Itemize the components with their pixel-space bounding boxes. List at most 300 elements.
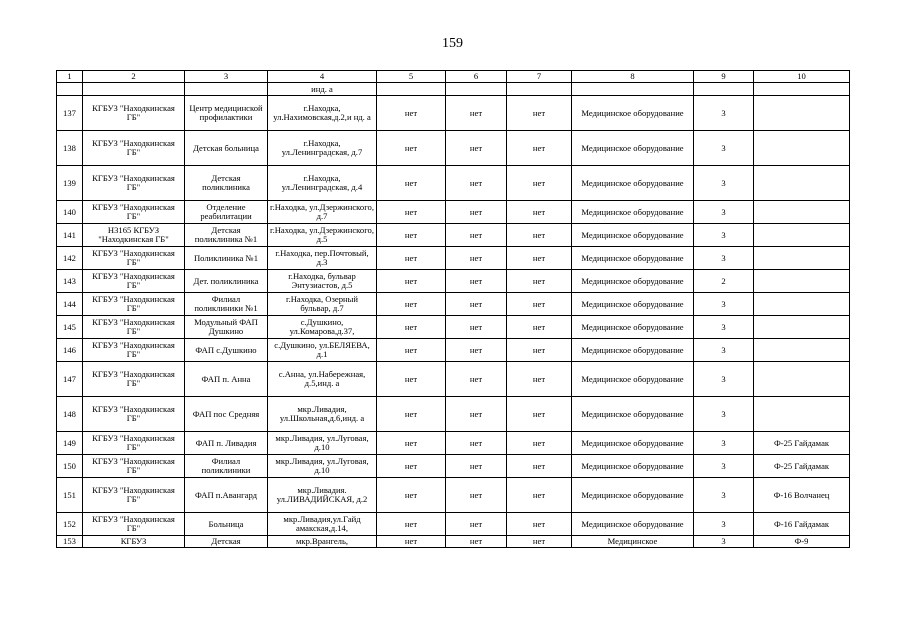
facility-cell xyxy=(185,224,268,247)
cell-text: нет xyxy=(469,230,483,240)
cell-text: нет xyxy=(404,276,418,286)
cell-text: КГБУЗ "Находкинская ГБ" xyxy=(92,318,175,336)
cell-text: нет xyxy=(532,143,546,153)
col5-cell xyxy=(377,224,446,247)
facility-cell xyxy=(185,362,268,397)
cell-text: нет xyxy=(532,276,546,286)
cell-text: Ф-16 Гайдамак xyxy=(773,519,830,529)
cell-text: Ф-25 Гайдамак xyxy=(773,461,830,471)
cell-text: нет xyxy=(532,253,546,263)
number-cell xyxy=(57,432,83,455)
equipment-cell xyxy=(572,270,694,293)
organization-cell xyxy=(83,247,185,270)
cell-text: нет xyxy=(404,490,418,500)
equipment-cell xyxy=(572,432,694,455)
col10-cell xyxy=(754,362,850,397)
col9-cell xyxy=(694,362,754,397)
cell-text: мкр.Ливадия. ул.ЛИВАДИЙСКАЯ, д.2 xyxy=(276,486,368,504)
cell-text: Детская поликлиника xyxy=(202,174,250,192)
cell-text: 138 xyxy=(63,143,76,153)
table-row xyxy=(57,96,850,131)
cell-text: КГБУЗ "Находкинская ГБ" xyxy=(92,272,175,290)
cell-text: КГБУЗ "Находкинская ГБ" xyxy=(92,203,175,221)
cell-text: г.Находка, ул.Ленинградская, д.7 xyxy=(281,139,363,157)
cell-text: нет xyxy=(404,253,418,263)
col9-cell xyxy=(694,166,754,201)
cell-text: КГБУЗ "Находкинская ГБ" xyxy=(92,295,175,313)
equipment-cell xyxy=(572,478,694,513)
cell-text: нет xyxy=(532,108,546,118)
cell-text: нет xyxy=(532,207,546,217)
cell-text: КГБУЗ "Находкинская ГБ" xyxy=(92,174,175,192)
cell-text: нет xyxy=(532,461,546,471)
header-cell: 10 xyxy=(754,71,850,83)
table-row xyxy=(57,536,850,548)
cell-text: ФАП пос Средняя xyxy=(192,409,260,419)
col10-cell xyxy=(754,397,850,432)
header-cell: 1 xyxy=(57,71,83,83)
col10-cell xyxy=(754,201,850,224)
col6-cell xyxy=(446,96,507,131)
cell-text: Детская больница xyxy=(193,143,259,153)
col9-cell xyxy=(694,83,754,96)
equipment-cell xyxy=(572,362,694,397)
cell-text: нет xyxy=(469,537,483,546)
col5-cell xyxy=(377,270,446,293)
facility-cell xyxy=(185,293,268,316)
col5-cell xyxy=(377,293,446,316)
cell-text: нет xyxy=(404,207,418,217)
number-cell xyxy=(57,536,83,548)
cell-text: нет xyxy=(532,519,546,529)
col9-cell xyxy=(694,270,754,293)
col10-cell xyxy=(754,247,850,270)
address-cell xyxy=(268,339,377,362)
organization-cell xyxy=(83,96,185,131)
col6-cell xyxy=(446,293,507,316)
col6-cell xyxy=(446,166,507,201)
cell-text: 149 xyxy=(63,438,76,448)
col7-cell xyxy=(507,166,572,201)
cell-text: нет xyxy=(469,374,483,384)
cell-text: 142 xyxy=(63,253,76,263)
address-cell xyxy=(268,397,377,432)
cell-text: Медицинское оборудование xyxy=(581,374,684,384)
col5-cell xyxy=(377,455,446,478)
cell-text: нет xyxy=(469,490,483,500)
cell-text: нет xyxy=(469,299,483,309)
cell-text: КГБУЗ "Находкинская ГБ" xyxy=(92,405,175,423)
cell-text: КГБУЗ "Находкинская ГБ" xyxy=(92,104,175,122)
cell-text: Медицинское оборудование xyxy=(581,253,684,263)
cell-text: 152 xyxy=(63,519,76,529)
col5-cell xyxy=(377,96,446,131)
col6-cell xyxy=(446,478,507,513)
col7-cell xyxy=(507,316,572,339)
equipment-cell xyxy=(572,536,694,548)
cell-text: Ф-9 xyxy=(794,537,809,546)
cell-text: Медицинское оборудование xyxy=(581,299,684,309)
cell-text: г.Находка, ул.Нахимовская,д.2,и нд. а xyxy=(273,104,371,122)
col9-cell xyxy=(694,432,754,455)
col5-cell xyxy=(377,131,446,166)
col9-cell xyxy=(694,478,754,513)
cell-text: 140 xyxy=(63,207,76,217)
col9-cell xyxy=(694,96,754,131)
cell-text: нет xyxy=(532,409,546,419)
col9-cell xyxy=(694,293,754,316)
table-row xyxy=(57,83,850,96)
facility-cell xyxy=(185,513,268,536)
col6-cell xyxy=(446,536,507,548)
header-cell: 7 xyxy=(507,71,572,83)
col7-cell xyxy=(507,362,572,397)
cell-text: 143 xyxy=(63,276,76,286)
table-row xyxy=(57,247,850,270)
col7-cell xyxy=(507,201,572,224)
number-cell xyxy=(57,224,83,247)
cell-text: Медицинское оборудование xyxy=(581,322,684,332)
number-cell xyxy=(57,201,83,224)
cell-text: КГБУЗ "Находкинская ГБ" xyxy=(92,370,175,388)
cell-text: 3 xyxy=(721,490,726,500)
cell-text: нет xyxy=(469,438,483,448)
cell-text: г.Находка, Озерный бульвар, д.7 xyxy=(286,295,358,313)
cell-text: нет xyxy=(469,276,483,286)
cell-text: г.Находка, пер.Почтовый, д.3 xyxy=(275,249,369,267)
facility-cell xyxy=(185,201,268,224)
cell-text: КГБУЗ "Находкинская ГБ" xyxy=(92,341,175,359)
facility-cell xyxy=(185,397,268,432)
facility-cell xyxy=(185,316,268,339)
col7-cell xyxy=(507,131,572,166)
col7-cell xyxy=(507,536,572,548)
col7-cell xyxy=(507,83,572,96)
address-cell xyxy=(268,316,377,339)
equipment-cell xyxy=(572,224,694,247)
cell-text: 153 xyxy=(63,537,76,546)
table-row xyxy=(57,478,850,513)
col5-cell xyxy=(377,339,446,362)
number-cell xyxy=(57,397,83,432)
address-cell xyxy=(268,455,377,478)
number-cell xyxy=(57,166,83,201)
col10-cell xyxy=(754,131,850,166)
col7-cell xyxy=(507,478,572,513)
col9-cell xyxy=(694,397,754,432)
address-cell xyxy=(268,270,377,293)
address-cell xyxy=(268,96,377,131)
table-row xyxy=(57,362,850,397)
header-cell: 8 xyxy=(572,71,694,83)
col7-cell xyxy=(507,455,572,478)
col6-cell xyxy=(446,432,507,455)
cell-text: 3 xyxy=(721,108,726,118)
col10-cell xyxy=(754,96,850,131)
cell-text: 150 xyxy=(63,461,76,471)
equipment-cell xyxy=(572,96,694,131)
equipment-cell xyxy=(572,247,694,270)
address-cell xyxy=(268,432,377,455)
cell-text: Больница xyxy=(208,519,244,529)
cell-text: г.Находка, ул.Дзержинского, д.5 xyxy=(270,226,374,244)
cell-text: Модульный ФАП Душкино xyxy=(194,318,258,336)
cell-text: с.Душкино, ул.Комарова,д.37, xyxy=(289,318,355,336)
col6-cell xyxy=(446,201,507,224)
col10-cell xyxy=(754,478,850,513)
col9-cell xyxy=(694,131,754,166)
col5-cell xyxy=(377,201,446,224)
cell-text: КГБУЗ "Находкинская ГБ" xyxy=(92,457,175,475)
cell-text: нет xyxy=(404,108,418,118)
organization-cell xyxy=(83,224,185,247)
col5-cell xyxy=(377,397,446,432)
cell-text: нет xyxy=(469,207,483,217)
cell-text: Медицинское оборудование xyxy=(581,438,684,448)
cell-text: 3 xyxy=(721,461,726,471)
col9-cell xyxy=(694,536,754,548)
cell-text: 3 xyxy=(721,374,726,384)
cell-text: Отделение реабилитации xyxy=(200,203,252,221)
col5-cell xyxy=(377,316,446,339)
organization-cell xyxy=(83,432,185,455)
organization-cell xyxy=(83,362,185,397)
col7-cell xyxy=(507,293,572,316)
facility-cell xyxy=(185,536,268,548)
header-cell: 6 xyxy=(446,71,507,83)
cell-text: Медицинское оборудование xyxy=(581,207,684,217)
col6-cell xyxy=(446,270,507,293)
cell-text: 144 xyxy=(63,299,76,309)
organization-cell xyxy=(83,536,185,548)
cell-text: КГБУЗ "Находкинская ГБ" xyxy=(92,249,175,267)
cell-text: Медицинское оборудование xyxy=(581,276,684,286)
col6-cell xyxy=(446,247,507,270)
col9-cell xyxy=(694,316,754,339)
facility-cell xyxy=(185,339,268,362)
cell-text: 3 xyxy=(721,299,726,309)
number-cell xyxy=(57,513,83,536)
cell-text: нет xyxy=(404,461,418,471)
col10-cell xyxy=(754,293,850,316)
equipment-cell xyxy=(572,455,694,478)
equipment-cell xyxy=(572,201,694,224)
col5-cell xyxy=(377,513,446,536)
cell-text: 3 xyxy=(721,438,726,448)
cell-text: нет xyxy=(469,108,483,118)
header-cell: 9 xyxy=(694,71,754,83)
address-cell xyxy=(268,536,377,548)
number-cell xyxy=(57,478,83,513)
col7-cell xyxy=(507,224,572,247)
col6-cell xyxy=(446,362,507,397)
col10-cell xyxy=(754,432,850,455)
col6-cell xyxy=(446,131,507,166)
cell-text: КГБУЗ "Находкинская ГБ" xyxy=(92,434,175,452)
cell-text: Медицинское оборудование xyxy=(581,409,684,419)
col7-cell xyxy=(507,270,572,293)
cell-text: Медицинское оборудование xyxy=(581,178,684,188)
col6-cell xyxy=(446,513,507,536)
cell-text: нет xyxy=(532,230,546,240)
cell-text: с.Душкино, ул.БЕЛЯЕВА, д.1 xyxy=(274,341,370,359)
cell-text: нет xyxy=(404,322,418,332)
cell-text: нет xyxy=(469,409,483,419)
organization-cell xyxy=(83,478,185,513)
cell-text: Медицинское оборудование xyxy=(581,490,684,500)
cell-text: нет xyxy=(532,322,546,332)
col7-cell xyxy=(507,247,572,270)
cell-text: мкр.Ливадия, ул.Луговая, д.10 xyxy=(275,457,369,475)
cell-text: мкр.Ливадия, ул.Луговая, д.10 xyxy=(275,434,369,452)
organization-cell xyxy=(83,201,185,224)
col5-cell xyxy=(377,83,446,96)
facility-cell xyxy=(185,83,268,96)
cell-text: Филиал поликлиники xyxy=(201,457,251,475)
facility-cell xyxy=(185,247,268,270)
cell-text: нет xyxy=(404,519,418,529)
col7-cell xyxy=(507,96,572,131)
col5-cell xyxy=(377,166,446,201)
col10-cell xyxy=(754,83,850,96)
cell-text: 3 xyxy=(721,519,726,529)
number-cell xyxy=(57,247,83,270)
col6-cell xyxy=(446,316,507,339)
cell-text: нет xyxy=(404,374,418,384)
cell-text: нет xyxy=(469,322,483,332)
header-cell: 4 xyxy=(268,71,377,83)
col9-cell xyxy=(694,455,754,478)
equipment-cell xyxy=(572,339,694,362)
cell-text: 145 xyxy=(63,322,76,332)
cell-text: КГБУЗ "Находкинская ГБ" xyxy=(92,486,175,504)
table-row xyxy=(57,316,850,339)
cell-text: нет xyxy=(404,438,418,448)
table-row xyxy=(57,201,850,224)
cell-text: Детская поликлиника №1 xyxy=(194,226,258,244)
cell-text: нет xyxy=(532,490,546,500)
table-row xyxy=(57,293,850,316)
cell-text: нет xyxy=(404,299,418,309)
cell-text: 3 xyxy=(721,409,726,419)
cell-text: нет xyxy=(469,345,483,355)
cell-text: Медицинское оборудование xyxy=(581,345,684,355)
equipment-cell xyxy=(572,166,694,201)
address-cell xyxy=(268,247,377,270)
cell-text: 141 xyxy=(63,230,76,240)
address-cell xyxy=(268,201,377,224)
organization-cell xyxy=(83,293,185,316)
col6-cell xyxy=(446,339,507,362)
address-cell xyxy=(268,362,377,397)
header-row xyxy=(57,71,850,83)
col9-cell xyxy=(694,224,754,247)
table-row xyxy=(57,270,850,293)
table-row xyxy=(57,397,850,432)
col5-cell xyxy=(377,536,446,548)
cell-text: Филиал поликлиники №1 xyxy=(194,295,258,313)
cell-text: Центр медицинской профилактики xyxy=(189,104,263,122)
cell-text: мкр.Ливадия, ул.Школьная,д.6,инд. а xyxy=(279,405,365,423)
cell-text: нет xyxy=(404,345,418,355)
col9-cell xyxy=(694,201,754,224)
facility-cell xyxy=(185,455,268,478)
cell-text: Поликлиника №1 xyxy=(193,253,259,263)
number-cell xyxy=(57,339,83,362)
col9-cell xyxy=(694,339,754,362)
header-cell: 3 xyxy=(185,71,268,83)
col5-cell xyxy=(377,362,446,397)
col7-cell xyxy=(507,513,572,536)
col9-cell xyxy=(694,513,754,536)
cell-text: 147 xyxy=(63,374,76,384)
col6-cell xyxy=(446,397,507,432)
table-row xyxy=(57,455,850,478)
cell-text: Н3165 КГБУЗ "Находкинская ГБ" xyxy=(98,226,169,244)
col6-cell xyxy=(446,224,507,247)
col10-cell xyxy=(754,455,850,478)
facility-cell xyxy=(185,432,268,455)
cell-text: 146 xyxy=(63,345,76,355)
col7-cell xyxy=(507,432,572,455)
col5-cell xyxy=(377,478,446,513)
cell-text: 3 xyxy=(721,230,726,240)
number-cell xyxy=(57,270,83,293)
cell-text: Медицинское оборудование xyxy=(581,519,684,529)
col6-cell xyxy=(446,83,507,96)
cell-text: 3 xyxy=(721,178,726,188)
cell-text: КГБУЗ "Находкинская ГБ" xyxy=(92,515,175,533)
cell-text: 3 xyxy=(721,537,726,546)
col7-cell xyxy=(507,339,572,362)
cell-text: 3 xyxy=(721,253,726,263)
facility-cell xyxy=(185,131,268,166)
cell-text: 137 xyxy=(63,108,76,118)
cell-text: нет xyxy=(404,143,418,153)
col10-cell xyxy=(754,339,850,362)
number-cell xyxy=(57,96,83,131)
cell-text: нет xyxy=(469,519,483,529)
equipment-cell xyxy=(572,293,694,316)
cell-text: нет xyxy=(404,178,418,188)
cell-text: КГБУЗ "Находкинская ГБ" xyxy=(92,139,175,157)
number-cell xyxy=(57,362,83,397)
equipment-cell xyxy=(572,131,694,166)
cell-text: мкр.Ливадия,ул.Гайд амакская,д.14, xyxy=(283,515,361,533)
number-cell xyxy=(57,83,83,96)
col10-cell xyxy=(754,316,850,339)
cell-text: инд. а xyxy=(311,84,333,94)
col10-cell xyxy=(754,270,850,293)
col10-cell xyxy=(754,536,850,548)
address-cell xyxy=(268,224,377,247)
cell-text: нет xyxy=(532,438,546,448)
header-cell: 2 xyxy=(83,71,185,83)
address-cell xyxy=(268,166,377,201)
cell-text: Медицинское оборудование xyxy=(581,143,684,153)
organization-cell xyxy=(83,316,185,339)
organization-cell xyxy=(83,397,185,432)
col5-cell xyxy=(377,247,446,270)
cell-text: 148 xyxy=(63,409,76,419)
cell-text: г.Находка, бульвар Энтузиастов, д.5 xyxy=(288,272,356,290)
organization-cell xyxy=(83,83,185,96)
cell-text: с.Анна, ул.Набережная, д.5,инд. а xyxy=(278,370,366,388)
number-cell xyxy=(57,293,83,316)
facility-cell xyxy=(185,96,268,131)
address-cell xyxy=(268,478,377,513)
organization-cell xyxy=(83,131,185,166)
